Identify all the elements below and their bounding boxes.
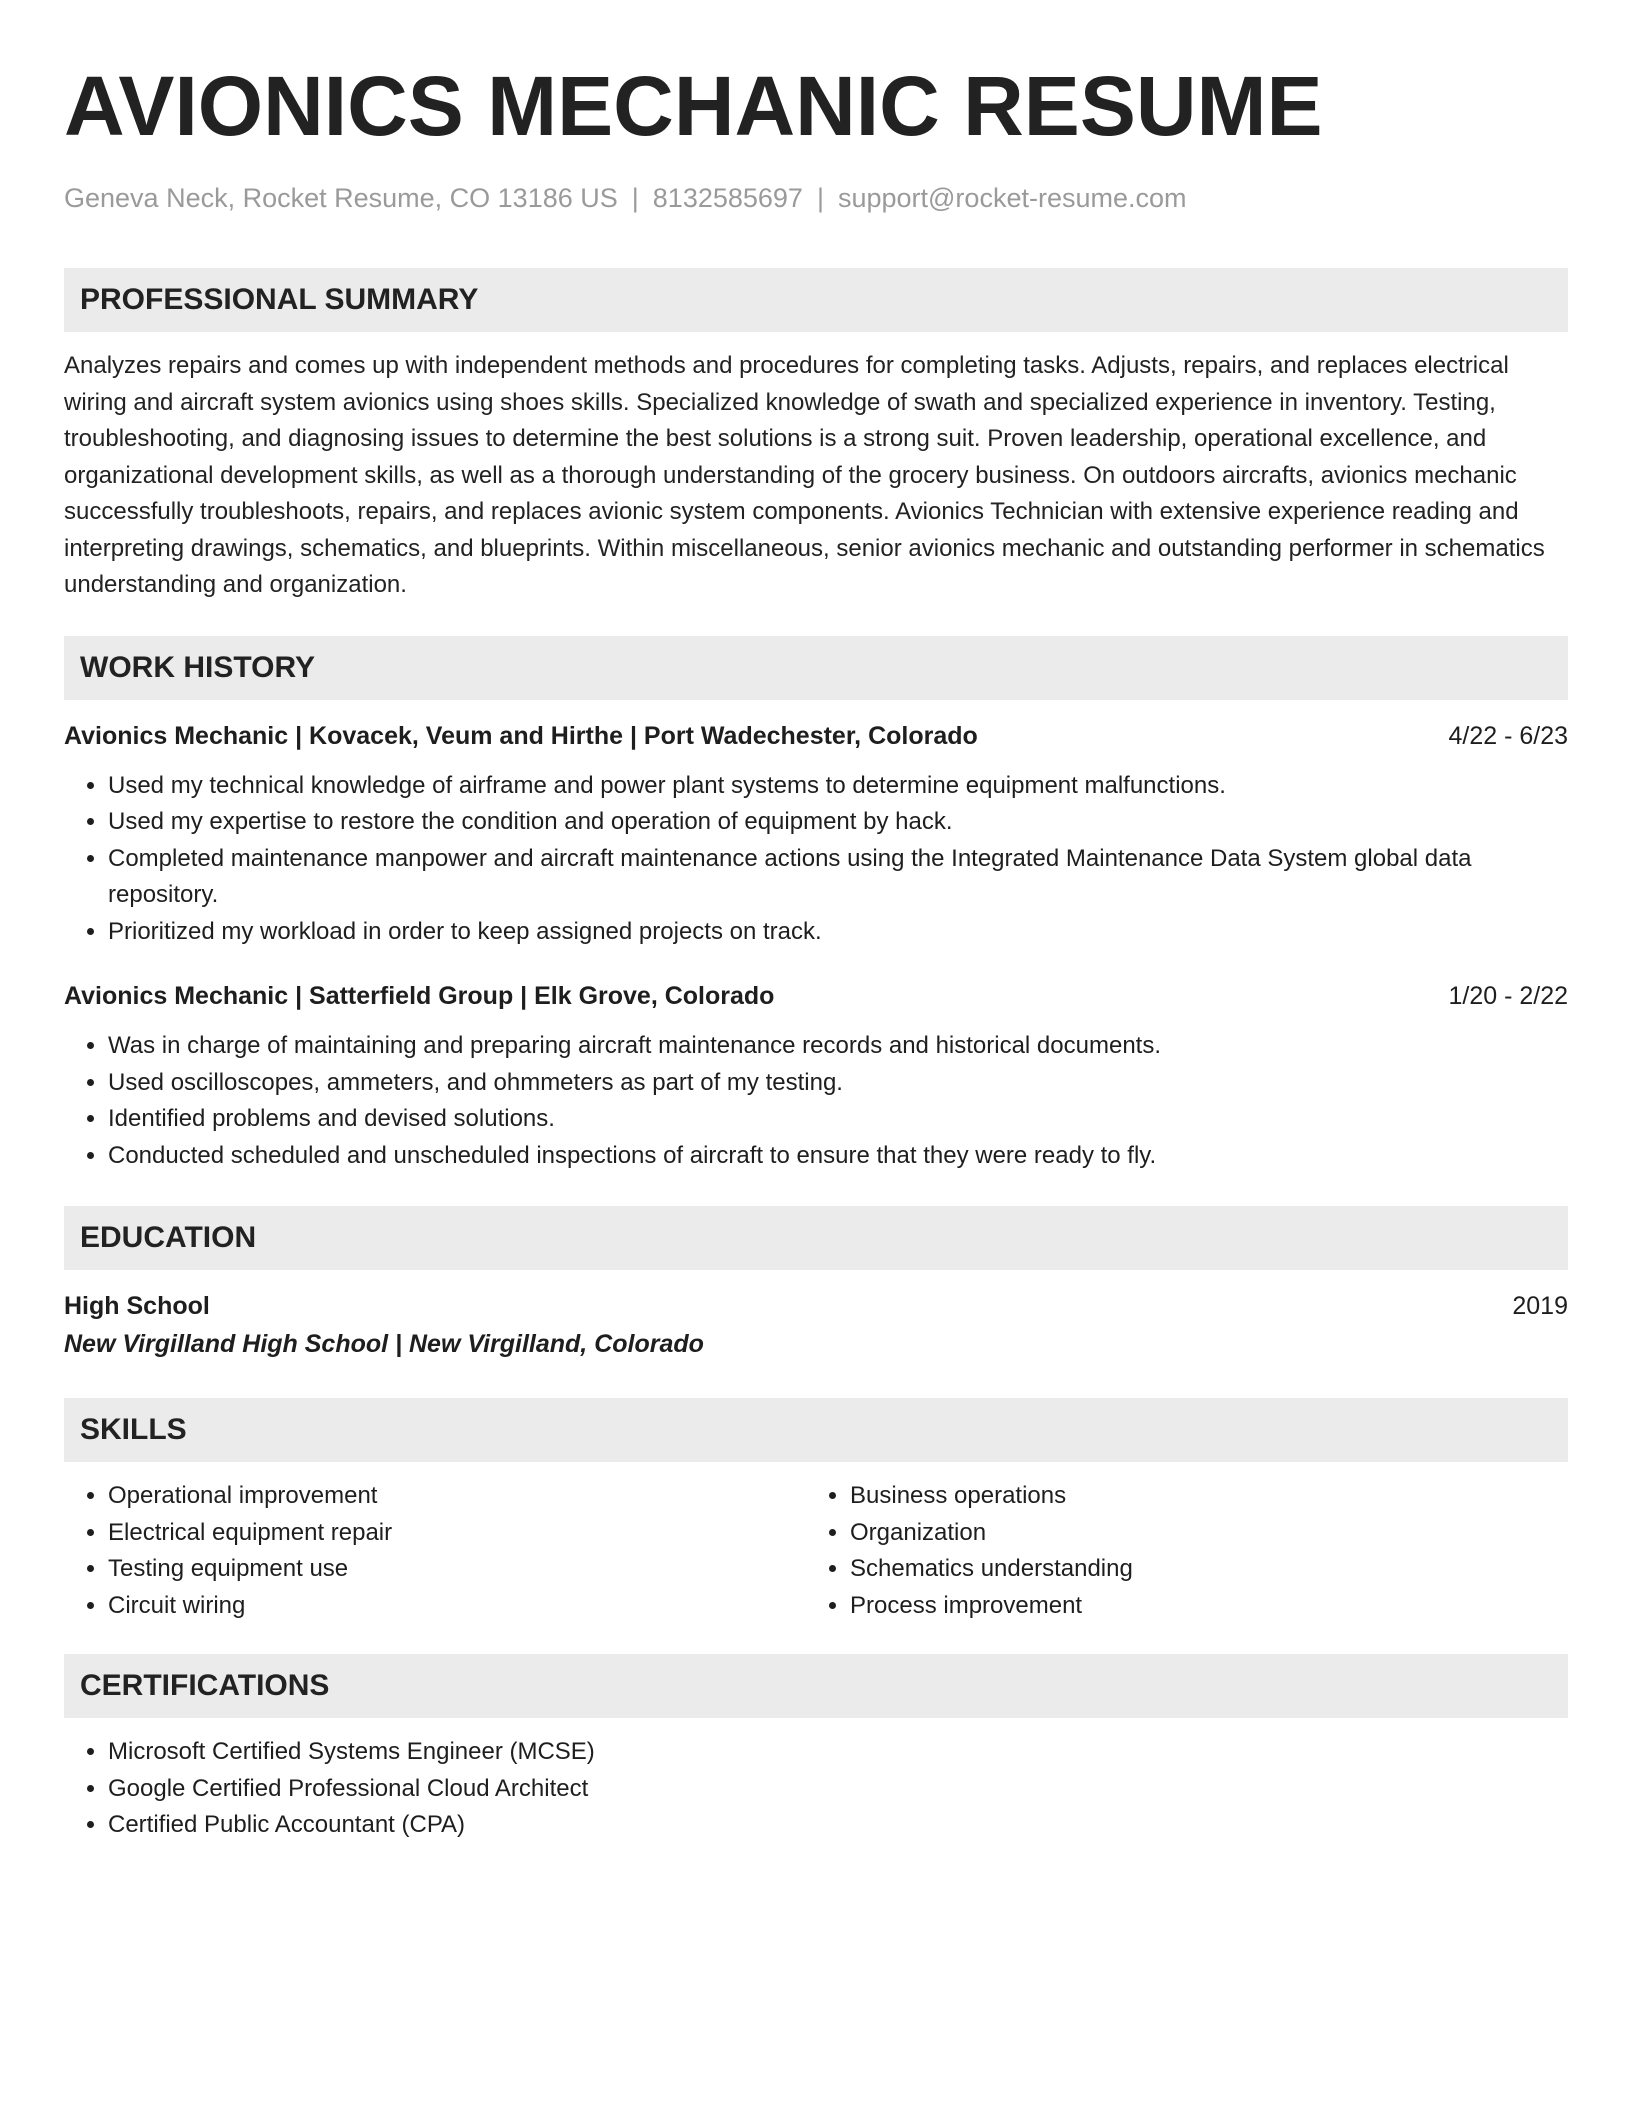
section-header-work-history: WORK HISTORY — [64, 636, 1568, 700]
job-bullet: • Identified problems and devised solutions. — [108, 1101, 1568, 1138]
job-bullet: • Was in charge of maintaining and preparing aircraft maintenance records and historical documents. — [108, 1028, 1568, 1065]
section-header-certifications: CERTIFICATIONS — [64, 1654, 1568, 1718]
contact-address: Geneva Neck, Rocket Resume, CO 13186 US — [64, 183, 618, 213]
contact-separator: | — [631, 183, 639, 213]
job-bullet: • Used my expertise to restore the condition and operation of equipment by hack. — [108, 804, 1568, 841]
education-entry — [64, 1288, 1568, 1364]
summary-text: Analyzes repairs and comes up with independent methods and procedures for completing tasks. Adjusts, repairs, and replaces electrical wiring and aircraft system avionics using shoes skills. Specialized knowledge of swath and specialized experience in inventory. Testing, troubleshooting, and diagnosing issues to determine the best solutions is a strong suit. Proven leadership, operational excellence, and organizational development skills, as well as a thorough understanding of the grocery business. On outdoors aircrafts, avionics mechanic successfully troubleshoots, repairs, and replaces avionic system components. Avionics Technician with extensive experience reading and interpreting drawings, schematics, and blueprints. Within miscellaneous, senior avionics mechanic and outstanding performer in schematics understanding and organization. — [64, 352, 1545, 598]
job-entry — [64, 978, 1568, 1174]
skills-column-right — [806, 1478, 1548, 1624]
certification-item: • Certified Public Accountant (CPA) — [108, 1807, 1568, 1844]
contact-email: support@rocket-resume.com — [837, 183, 1187, 213]
skill-item: • Organization — [850, 1515, 1548, 1552]
resume-title: AVIONICS MECHANIC RESUME — [64, 59, 1323, 153]
skills-column-left — [64, 1478, 806, 1624]
certification-item: • Google Certified Professional Cloud Architect — [108, 1771, 1568, 1808]
job-bullet: • Conducted scheduled and unscheduled inspections of aircraft to ensure that they were ready to fly. — [108, 1138, 1568, 1175]
job-title: Avionics Mechanic | Satterfield Group | Elk Grove, Colorado — [64, 982, 775, 1010]
certification-item: • Microsoft Certified Systems Engineer (MCSE) — [108, 1734, 1568, 1771]
job-bullet: • Used oscilloscopes, ammeters, and ohmmeters as part of my testing. — [108, 1065, 1568, 1102]
section-header-skills: SKILLS — [64, 1398, 1568, 1462]
job-header — [64, 978, 1568, 1014]
job-entry — [64, 718, 1568, 951]
contact-separator: | — [816, 183, 824, 213]
contact-line — [64, 180, 1568, 216]
job-bullet: • Prioritized my workload in order to keep assigned projects on track. — [108, 914, 1568, 951]
contact-phone: 8132585697 — [652, 183, 803, 213]
job-bullets — [64, 1028, 1568, 1174]
job-dates: 4/22 - 6/23 — [1448, 721, 1568, 750]
job-bullets — [64, 768, 1568, 951]
education-degree: High School — [64, 1292, 210, 1320]
skills-grid — [64, 1478, 1568, 1624]
job-bullet: • Completed maintenance manpower and aircraft maintenance actions using the Integrated Maintenance Data System global data repository. — [108, 841, 1568, 914]
job-dates: 1/20 - 2/22 — [1448, 982, 1568, 1010]
section-header-summary: PROFESSIONAL SUMMARY — [64, 268, 1568, 332]
skill-item: • Testing equipment use — [108, 1551, 806, 1588]
skill-item: • Circuit wiring — [108, 1588, 806, 1625]
education-year: 2019 — [1512, 1292, 1568, 1320]
job-bullet: • Used my technical knowledge of airframe and power plant systems to determine equipment malfunctions. — [108, 768, 1568, 805]
skill-item: • Process improvement — [850, 1588, 1548, 1625]
skill-item: • Electrical equipment repair — [108, 1515, 806, 1552]
education-header — [64, 1288, 1568, 1324]
job-header — [64, 718, 1568, 754]
job-title: Avionics Mechanic | Kovacek, Veum and Hirthe | Port Wadechester, Colorado — [64, 721, 978, 750]
certifications-list — [64, 1734, 1568, 1844]
skill-item: • Business operations — [850, 1478, 1548, 1515]
skill-item: • Operational improvement — [108, 1478, 806, 1515]
section-header-education: EDUCATION — [64, 1206, 1568, 1270]
resume-page — [64, 56, 1568, 1844]
skill-item: • Schematics understanding — [850, 1551, 1548, 1588]
education-school: New Virgilland High School | New Virgilland, Colorado — [64, 1330, 704, 1358]
